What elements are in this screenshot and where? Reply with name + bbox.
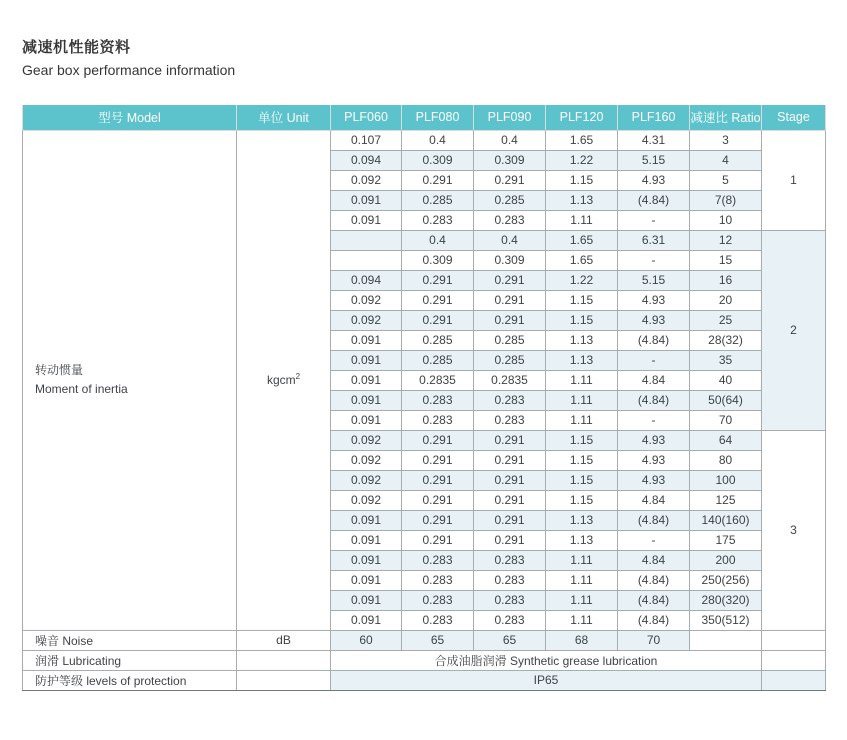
value-cell: (4.84): [618, 610, 690, 630]
protection-label: 防护等级 levels of protection: [23, 670, 237, 690]
value-cell: 0.091: [331, 570, 402, 590]
noise-stage-empty: [762, 630, 826, 650]
inertia-unit-cell: kgcm$^2$: [237, 130, 331, 630]
value-cell: 0.091: [331, 530, 402, 550]
value-cell: 0.2835: [402, 370, 474, 390]
value-cell: 200: [690, 550, 762, 570]
value-cell: 0.091: [331, 510, 402, 530]
lubricating-stage-empty: [762, 650, 826, 670]
value-cell: 10: [690, 210, 762, 230]
value-cell: 0.091: [331, 390, 402, 410]
value-cell: 0.309: [402, 250, 474, 270]
value-cell: 0.092: [331, 290, 402, 310]
value-cell: 0.291: [402, 290, 474, 310]
value-cell: [331, 250, 402, 270]
value-cell: 1.65: [546, 230, 618, 250]
value-cell: 1.13: [546, 350, 618, 370]
value-cell: 0.092: [331, 470, 402, 490]
value-cell: 4: [690, 150, 762, 170]
noise-value-plf120: 68: [546, 630, 618, 650]
value-cell: 25: [690, 310, 762, 330]
value-cell: 0.283: [402, 590, 474, 610]
value-cell: 0.283: [402, 390, 474, 410]
value-cell: 0.285: [402, 350, 474, 370]
value-cell: 1.11: [546, 410, 618, 430]
value-cell: 1.11: [546, 610, 618, 630]
value-cell: 5.15: [618, 150, 690, 170]
header-unit: 单位 Unit: [237, 105, 331, 130]
value-cell: 20: [690, 290, 762, 310]
value-cell: 64: [690, 430, 762, 450]
value-cell: 5.15: [618, 270, 690, 290]
value-cell: 4.84: [618, 550, 690, 570]
value-cell: 0.091: [331, 410, 402, 430]
page-subtitle: Gear box performance information: [22, 62, 236, 78]
value-cell: 0.291: [402, 450, 474, 470]
noise-value-plf160: 70: [618, 630, 690, 650]
value-cell: 1.13: [546, 190, 618, 210]
value-cell: 0.2835: [474, 370, 546, 390]
table-header: [23, 105, 826, 130]
value-cell: 0.291: [402, 530, 474, 550]
header-plf120: PLF120: [546, 105, 618, 130]
value-cell: 0.283: [474, 610, 546, 630]
stage-cell: 3: [762, 430, 826, 630]
value-cell: 0.291: [474, 270, 546, 290]
value-cell: 0.092: [331, 170, 402, 190]
value-cell: 0.092: [331, 430, 402, 450]
value-cell: 0.092: [331, 450, 402, 470]
value-cell: 1.15: [546, 450, 618, 470]
value-cell: 0.285: [474, 350, 546, 370]
value-cell: -: [618, 210, 690, 230]
value-cell: -: [618, 410, 690, 430]
value-cell: 1.65: [546, 130, 618, 150]
value-cell: 0.283: [402, 570, 474, 590]
value-cell: 3: [690, 130, 762, 150]
value-cell: (4.84): [618, 190, 690, 210]
noise-ratio-empty: [690, 630, 762, 650]
value-cell: 0.291: [402, 270, 474, 290]
protection-stage-empty: [762, 670, 826, 690]
value-cell: -: [618, 530, 690, 550]
value-cell: 1.11: [546, 570, 618, 590]
value-cell: 0.092: [331, 490, 402, 510]
value-cell: 0.283: [402, 550, 474, 570]
value-cell: 4.84: [618, 370, 690, 390]
value-cell: 0.091: [331, 210, 402, 230]
value-cell: 0.309: [474, 250, 546, 270]
stage-cell: 2: [762, 230, 826, 430]
value-cell: 4.93: [618, 290, 690, 310]
value-cell: (4.84): [618, 330, 690, 350]
value-cell: 0.291: [402, 430, 474, 450]
value-cell: 7(8): [690, 190, 762, 210]
value-cell: 0.291: [474, 170, 546, 190]
noise-row: [23, 630, 826, 650]
header-plf160: PLF160: [618, 105, 690, 130]
value-cell: 1.15: [546, 170, 618, 190]
lubricating-row: [23, 650, 826, 670]
inertia-label-zh: 转动惯量: [35, 363, 84, 378]
value-cell: 0.283: [474, 590, 546, 610]
value-cell: 0.291: [474, 490, 546, 510]
value-cell: 70: [690, 410, 762, 430]
value-cell: (4.84): [618, 590, 690, 610]
value-cell: 6.31: [618, 230, 690, 250]
value-cell: 35: [690, 350, 762, 370]
value-cell: 0.091: [331, 610, 402, 630]
value-cell: 1.11: [546, 390, 618, 410]
value-cell: 0.291: [402, 170, 474, 190]
header-plf090: PLF090: [474, 105, 546, 130]
value-cell: 0.291: [474, 530, 546, 550]
value-cell: 175: [690, 530, 762, 550]
value-cell: 1.65: [546, 250, 618, 270]
value-cell: 16: [690, 270, 762, 290]
value-cell: 0.285: [402, 190, 474, 210]
value-cell: 0.291: [474, 450, 546, 470]
value-cell: 0.4: [474, 230, 546, 250]
noise-label: 噪音 Noise: [23, 630, 237, 650]
inertia-row: [23, 130, 826, 150]
value-cell: 0.283: [474, 570, 546, 590]
noise-value-plf090: 65: [474, 630, 546, 650]
value-cell: 0.4: [402, 130, 474, 150]
header-ratio: 减速比 Ratio: [690, 105, 762, 130]
noise-unit: dB: [237, 630, 331, 650]
protection-unit-empty: [237, 670, 331, 690]
value-cell: 4.93: [618, 170, 690, 190]
stage-cell: 1: [762, 130, 826, 230]
value-cell: 1.13: [546, 530, 618, 550]
value-cell: 0.309: [474, 150, 546, 170]
value-cell: 1.22: [546, 150, 618, 170]
value-cell: 0.4: [474, 130, 546, 150]
performance-table: [22, 105, 826, 691]
value-cell: 0.283: [474, 210, 546, 230]
header-row: [23, 105, 826, 130]
value-cell: 140(160): [690, 510, 762, 530]
noise-value-plf060: 60: [331, 630, 402, 650]
value-cell: 1.15: [546, 490, 618, 510]
value-cell: 0.309: [402, 150, 474, 170]
lubricating-value: 合成油脂润滑 Synthetic grease lubrication: [331, 650, 762, 670]
value-cell: 0.283: [474, 390, 546, 410]
noise-value-plf080: 65: [402, 630, 474, 650]
value-cell: 0.107: [331, 130, 402, 150]
unit-superscript: 2: [295, 372, 301, 381]
value-cell: 1.11: [546, 590, 618, 610]
value-cell: 350(512): [690, 610, 762, 630]
header-plf060: PLF060: [331, 105, 402, 130]
value-cell: 0.283: [402, 610, 474, 630]
value-cell: 0.291: [402, 470, 474, 490]
header-plf080: PLF080: [402, 105, 474, 130]
value-cell: 28(32): [690, 330, 762, 350]
value-cell: [331, 230, 402, 250]
value-cell: 50(64): [690, 390, 762, 410]
lubricating-label: 润滑 Lubricating: [23, 650, 237, 670]
value-cell: 0.283: [474, 550, 546, 570]
value-cell: -: [618, 250, 690, 270]
value-cell: 15: [690, 250, 762, 270]
inertia-body: [23, 130, 826, 630]
footer-body: [23, 630, 826, 690]
value-cell: 1.11: [546, 550, 618, 570]
value-cell: 0.283: [474, 410, 546, 430]
value-cell: 1.15: [546, 430, 618, 450]
value-cell: 0.283: [402, 210, 474, 230]
value-cell: 0.092: [331, 310, 402, 330]
value-cell: 1.15: [546, 290, 618, 310]
value-cell: 250(256): [690, 570, 762, 590]
value-cell: 0.4: [402, 230, 474, 250]
value-cell: 0.285: [402, 330, 474, 350]
value-cell: 1.22: [546, 270, 618, 290]
value-cell: 4.31: [618, 130, 690, 150]
value-cell: 4.93: [618, 430, 690, 450]
value-cell: 1.11: [546, 370, 618, 390]
lubricating-unit-empty: [237, 650, 331, 670]
value-cell: 4.84: [618, 490, 690, 510]
value-cell: 0.091: [331, 550, 402, 570]
value-cell: 125: [690, 490, 762, 510]
page-title: 减速机性能资料: [22, 39, 131, 56]
value-cell: 4.93: [618, 450, 690, 470]
value-cell: 1.13: [546, 510, 618, 530]
value-cell: 0.283: [402, 410, 474, 430]
value-cell: 0.091: [331, 190, 402, 210]
value-cell: -: [618, 350, 690, 370]
value-cell: 0.094: [331, 150, 402, 170]
value-cell: 1.15: [546, 470, 618, 490]
inertia-label-en: Moment of inertia: [35, 382, 128, 396]
value-cell: (4.84): [618, 390, 690, 410]
value-cell: 1.11: [546, 210, 618, 230]
value-cell: 1.13: [546, 330, 618, 350]
value-cell: 0.291: [402, 490, 474, 510]
value-cell: 40: [690, 370, 762, 390]
header-stage: Stage: [762, 105, 826, 130]
protection-row: [23, 670, 826, 690]
value-cell: 0.291: [474, 290, 546, 310]
value-cell: 0.091: [331, 350, 402, 370]
value-cell: 80: [690, 450, 762, 470]
value-cell: 5: [690, 170, 762, 190]
value-cell: 0.291: [474, 430, 546, 450]
value-cell: 12: [690, 230, 762, 250]
inertia-label-cell: [23, 130, 237, 630]
value-cell: 0.091: [331, 590, 402, 610]
value-cell: 0.091: [331, 330, 402, 350]
value-cell: (4.84): [618, 570, 690, 590]
value-cell: 0.094: [331, 270, 402, 290]
protection-value: IP65: [331, 670, 762, 690]
value-cell: 100: [690, 470, 762, 490]
value-cell: 4.93: [618, 470, 690, 490]
value-cell: 0.285: [474, 190, 546, 210]
value-cell: 0.285: [474, 330, 546, 350]
value-cell: 0.291: [474, 310, 546, 330]
value-cell: 0.291: [474, 510, 546, 530]
value-cell: 0.291: [402, 310, 474, 330]
value-cell: (4.84): [618, 510, 690, 530]
value-cell: 0.291: [474, 470, 546, 490]
header-model: 型号 Model: [23, 105, 237, 130]
value-cell: 4.93: [618, 310, 690, 330]
value-cell: 280(320): [690, 590, 762, 610]
value-cell: 1.15: [546, 310, 618, 330]
value-cell: 0.091: [331, 370, 402, 390]
value-cell: 0.291: [402, 510, 474, 530]
